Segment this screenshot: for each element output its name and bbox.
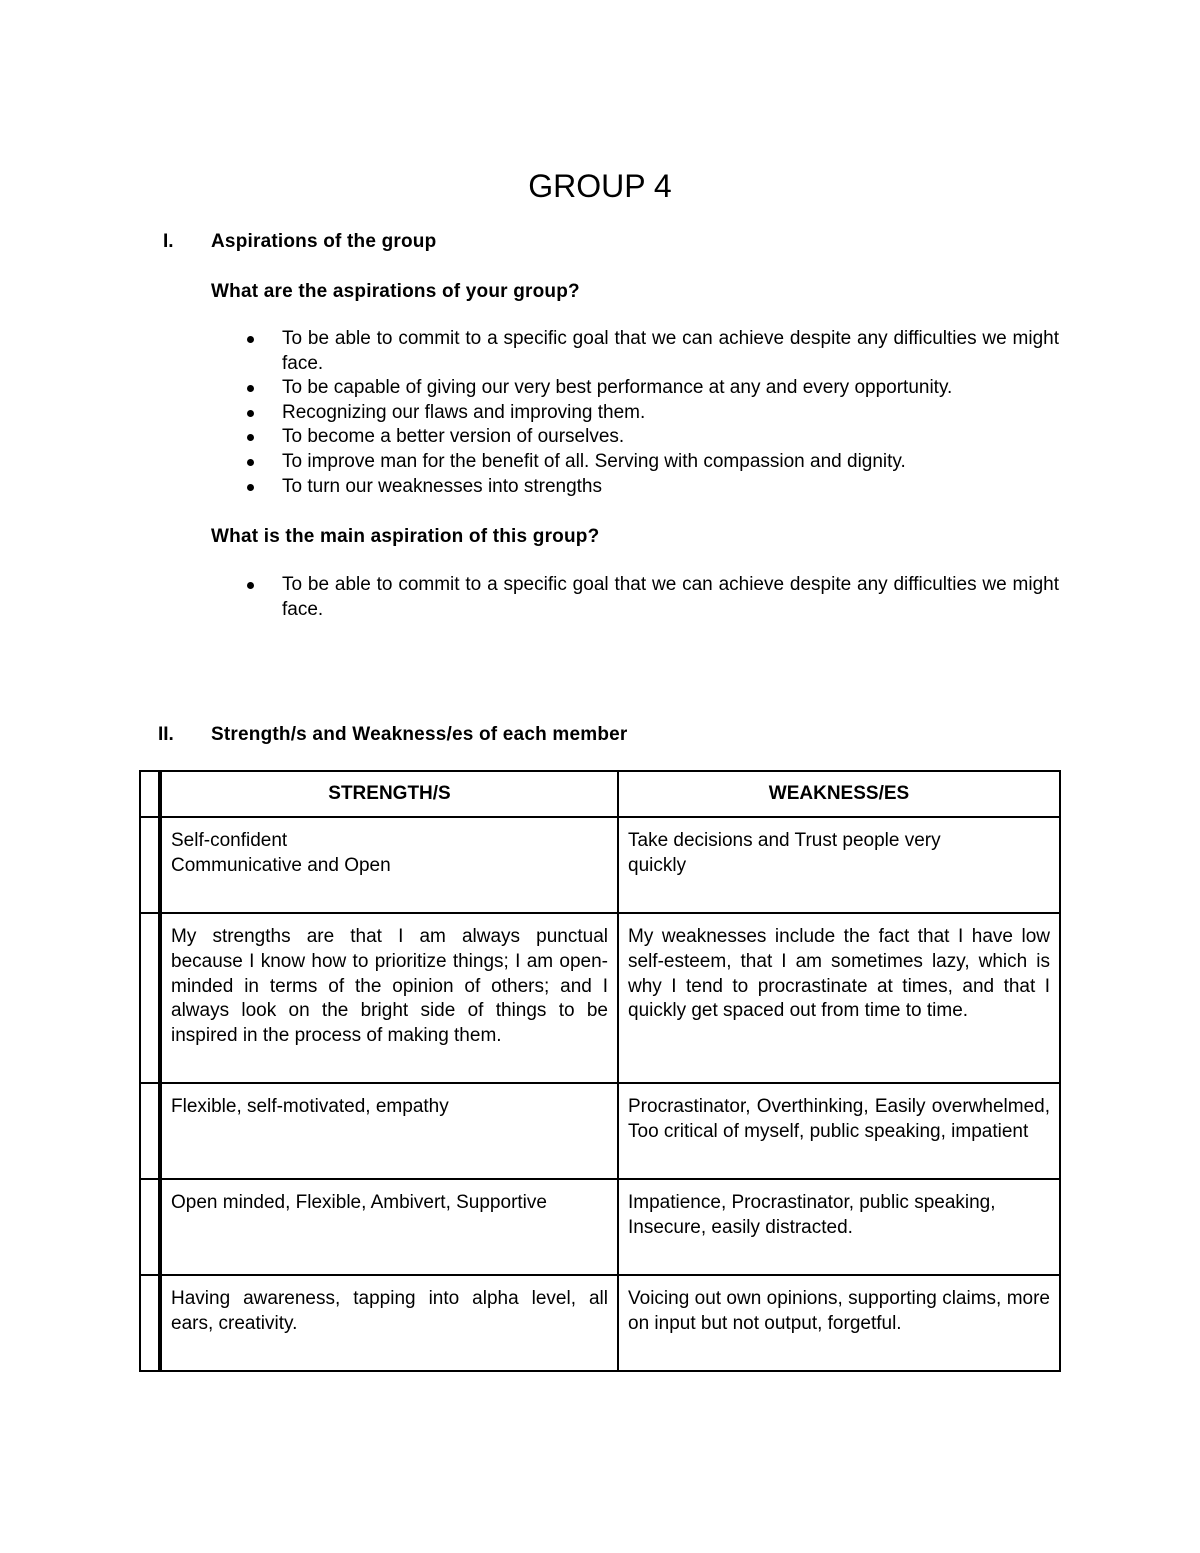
question-2: What is the main aspiration of this group? bbox=[211, 526, 600, 547]
list-item: To be able to commit to a specific goal that we can achieve despite any difficulties we might face. bbox=[211, 327, 1059, 376]
row-number-cell bbox=[140, 771, 160, 817]
row-number-cell bbox=[140, 1275, 160, 1371]
weakness-cell: Take decisions and Trust people very quickly bbox=[618, 817, 1060, 913]
row-number-cell bbox=[140, 1083, 160, 1179]
strength-cell: Flexible, self-motivated, empathy bbox=[160, 1083, 618, 1179]
list-item: To be capable of giving our very best performance at any and every opportunity. bbox=[211, 376, 1059, 401]
row-number-cell bbox=[140, 1179, 160, 1275]
header-strengths: STRENGTH/S bbox=[160, 771, 618, 817]
weakness-cell: Procrastinator, Overthinking, Easily overwhelmed, Too critical of myself, public speaking, impatient bbox=[618, 1083, 1060, 1179]
table-row bbox=[140, 1275, 1060, 1371]
page-title: GROUP 4 bbox=[528, 168, 672, 204]
weakness-cell: Voicing out own opinions, supporting claims, more on input but not output, forgetful. bbox=[618, 1275, 1060, 1371]
bullet-icon bbox=[247, 410, 254, 417]
section-2-numeral: II. bbox=[158, 724, 174, 745]
list-item: To become a better version of ourselves. bbox=[211, 425, 1059, 450]
strength-cell: Open minded, Flexible, Ambivert, Supportive bbox=[160, 1179, 618, 1275]
bullet-icon bbox=[247, 385, 254, 392]
bullet-icon bbox=[247, 459, 254, 466]
list-item: To be able to commit to a specific goal that we can achieve despite any difficulties we might face. bbox=[211, 573, 1059, 622]
list-item: To improve man for the benefit of all. Serving with compassion and dignity. bbox=[211, 450, 1059, 475]
bullet-icon bbox=[247, 582, 254, 589]
strengths-weaknesses-table bbox=[139, 770, 1061, 1372]
row-number-cell bbox=[140, 817, 160, 913]
list-item: Recognizing our flaws and improving them. bbox=[211, 401, 1059, 426]
weakness-cell: Impatience, Procrastinator, public speaking, Insecure, easily distracted. bbox=[618, 1179, 1060, 1275]
weakness-cell: My weaknesses include the fact that I have low self-esteem, that I am sometimes lazy, which is why I tend to procrastinate at times, and that I quickly get spaced out from time to time. bbox=[618, 913, 1060, 1083]
table-header-row bbox=[140, 771, 1060, 817]
bullet-icon bbox=[247, 484, 254, 491]
strength-cell: Having awareness, tapping into alpha level, all ears, creativity. bbox=[160, 1275, 618, 1371]
aspirations-list bbox=[211, 327, 1059, 499]
strength-cell: Self-confident Communicative and Open bbox=[160, 817, 618, 913]
bullet-icon bbox=[247, 434, 254, 441]
table-row bbox=[140, 817, 1060, 913]
header-weaknesses: WEAKNESS/ES bbox=[618, 771, 1060, 817]
table-row bbox=[140, 1083, 1060, 1179]
section-1-heading: Aspirations of the group bbox=[211, 231, 437, 252]
strength-cell: My strengths are that I am always punctual because I know how to prioritize things; I am open-minded in terms of the opinion of others; and I always look on the bright side of things to be inspired in the process of making them. bbox=[160, 913, 618, 1083]
section-2-heading: Strength/s and Weakness/es of each member bbox=[211, 724, 628, 745]
section-1-numeral: I. bbox=[163, 231, 174, 252]
table-row bbox=[140, 1179, 1060, 1275]
row-number-cell bbox=[140, 913, 160, 1083]
table-row bbox=[140, 913, 1060, 1083]
main-aspiration-list bbox=[211, 573, 1059, 622]
bullet-icon bbox=[247, 336, 254, 343]
question-1: What are the aspirations of your group? bbox=[211, 281, 580, 302]
list-item: To turn our weaknesses into strengths bbox=[211, 475, 1059, 500]
